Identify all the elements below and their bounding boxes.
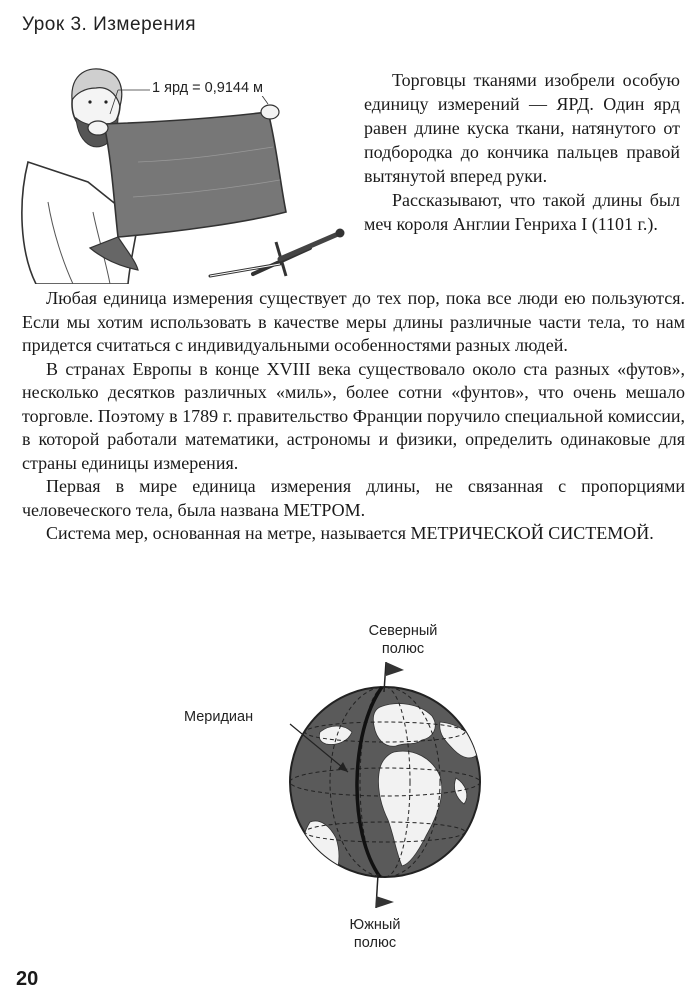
body-text — [22, 287, 685, 546]
yard-label: 1 ярд = 0,9144 м — [152, 80, 264, 96]
meridian-label: Меридиан — [184, 709, 254, 725]
globe-illustration — [170, 612, 570, 962]
intro-text — [364, 68, 680, 236]
south-pole-label: Южный полюс — [349, 917, 401, 951]
lesson-title: Урок 3. Измерения — [22, 14, 197, 35]
page-number: 20 — [16, 968, 39, 990]
intro-paragraph: Рассказывают, что такой длины был меч короля Англии Генриха I (1101 г.). — [364, 190, 680, 234]
north-pole-label: Северный полюс — [368, 623, 438, 657]
body-paragraph: Любая единица измерения существует до тех пор, пока все люди ею пользуются. Если мы хотим использовать в качестве меры длины различные части тела, то нам придется считаться с индивидуальными особенностями разных людей. — [22, 288, 685, 355]
globe-figure — [170, 612, 570, 962]
body-paragraph: В странах Европы в конце XVIII века существовало около ста разных «футов», несколько десятков различных «миль», более сотни «фунтов», что очень мешало торговле. Поэтому в 1789 г. правительство Франции поручило специальной комиссии, в которой работали математики, астрономы и физики, определить одинаковые для страны единицы измерения. — [22, 358, 685, 473]
body-paragraph: Первая в мире единица измерения длины, не связанная с пропорциями человеческого тела, была названа МЕТРОМ. — [22, 476, 685, 520]
intro-paragraph: Торговцы тканями изобрели особую единицу измерений — ЯРД. Один ярд равен длине куска ткани, натянутого от подбородка до кончика пальцев правой вытянутой вперед руки. — [364, 70, 680, 186]
body-paragraph: Система мер, основанная на метре, называется МЕТРИЧЕСКОЙ СИСТЕМОЙ. — [46, 523, 654, 543]
